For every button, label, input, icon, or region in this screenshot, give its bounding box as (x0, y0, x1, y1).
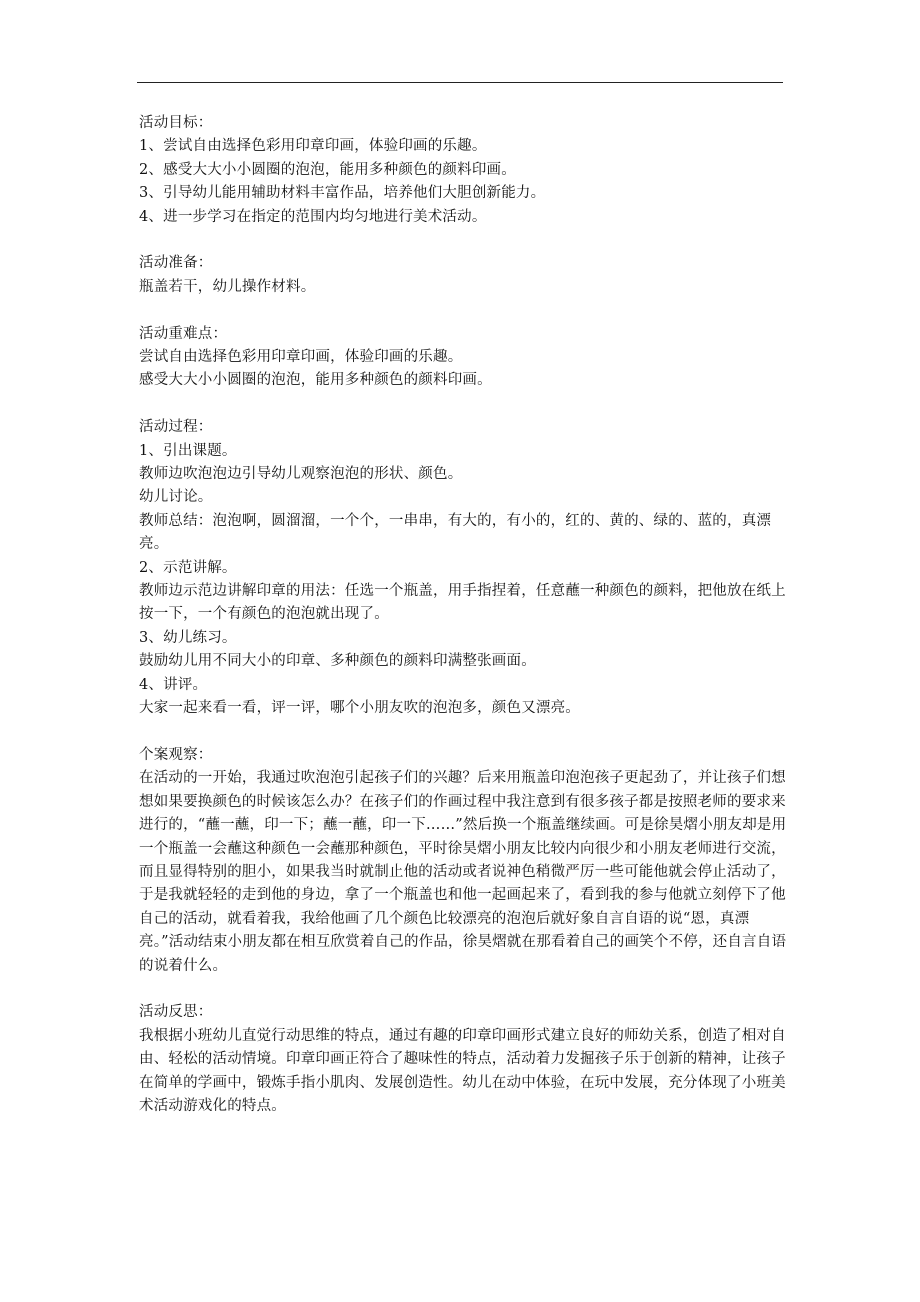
paragraph: 我根据小班幼儿直觉行动思维的特点，通过有趣的印章印画形式建立良好的师幼关系，创造了相对自由、轻松的活动情境。印章印画正符合了趣味性的特点，活动着力发掘孩子乐于创新的精神，让孩子在简单的学画中，锻炼手指小肌肉、发展创造性。幼儿在动中体验，在玩中发展，充分体现了小班美术活动游戏化的特点。 (139, 1027, 786, 1114)
paragraph: 大家一起来看一看，评一评，哪个小朋友吹的泡泡多，颜色又漂亮。 (139, 700, 580, 717)
paragraph: 在活动的一开始，我通过吹泡泡引起孩子们的兴趣？后来用瓶盖印泡泡孩子更起劲了，并让孩子们想想如果要换颜色的时候该怎么办？在孩子们的作画过程中我注意到有很多孩子都是按照老师的要求来进行的，“蘸一蘸，印一下；蘸一蘸，印一下……”然后换一个瓶盖继续画。可是徐昊熠小朋友却是用一个瓶盖一会蘸这种颜色一会蘸那种颜色，平时徐昊熠小朋友比较内向很少和小朋友老师进行交流，而且显得特别的胆小，如果我当时就制止他的活动或者说神色稍微严厉一些可能他就会停止活动了，于是我就轻轻的走到他的身边，拿了一个瓶盖也和他一起画起来了，看到我的参与他就立刻停下了他自己的活动，就看着我，我给他画了几个颜色比较漂亮的泡泡后就好象自言自语的说“恩，真漂亮。”活动结束小朋友都在相互欣赏着自己的作品，徐昊熠就在那看着自己的画笑个不停，还自言自语的说着什么。 (139, 770, 787, 974)
section-heading: 个案观察： (139, 746, 213, 763)
paragraph: 1、尝试自由选择色彩用印章印画，体验印画的乐趣。 (139, 138, 487, 155)
paragraph: 教师边吹泡泡边引导幼儿观察泡泡的形状、颜色。 (139, 466, 463, 483)
section-heading: 活动准备： (139, 255, 213, 272)
paragraph: 4、进一步学习在指定的范围内均匀地进行美术活动。 (139, 208, 487, 225)
paragraph: 教师边示范边讲解印章的用法：任选一个瓶盖，用手指捏着，任意蘸一种颜色的颜料，把他放在纸上按一下，一个有颜色的泡泡就出现了。 (139, 583, 786, 623)
paragraph: 瓶盖若干，幼儿操作材料。 (139, 278, 316, 295)
section-key-points (139, 323, 791, 393)
section-reflection (139, 1001, 791, 1118)
paragraph: 3、引导幼儿能用辅助材料丰富作品，培养他们大胆创新能力。 (139, 185, 546, 202)
section-case-observation (139, 744, 791, 978)
paragraph: 鼓励幼儿用不同大小的印章、多种颜色的颜料印满整张画面。 (139, 653, 536, 670)
paragraph: 幼儿讨论。 (139, 489, 213, 506)
paragraph: 1、引出课题。 (139, 442, 237, 459)
section-goals (139, 112, 791, 229)
paragraph: 感受大大小小圆圈的泡泡，能用多种颜色的颜料印画。 (139, 372, 492, 389)
section-heading: 活动重难点： (139, 325, 228, 342)
section-heading: 活动过程： (139, 419, 213, 436)
paragraph: 2、示范讲解。 (139, 559, 237, 576)
section-heading: 活动目标： (139, 115, 213, 131)
header-rule (137, 82, 783, 83)
paragraph: 4、讲评。 (139, 676, 208, 693)
paragraph: 2、感受大大小小圆圈的泡泡，能用多种颜色的颜料印画。 (139, 161, 516, 178)
paragraph: 3、幼儿练习。 (139, 629, 237, 646)
section-preparation (139, 252, 791, 299)
section-heading: 活动反思： (139, 1004, 213, 1021)
paragraph: 尝试自由选择色彩用印章印画，体验印画的乐趣。 (139, 349, 463, 366)
section-process (139, 416, 791, 720)
paragraph: 教师总结：泡泡啊，圆溜溜，一个个，一串串，有大的，有小的，红的、黄的、绿的、蓝的，真漂亮。 (139, 512, 772, 553)
document-body (139, 112, 791, 1142)
